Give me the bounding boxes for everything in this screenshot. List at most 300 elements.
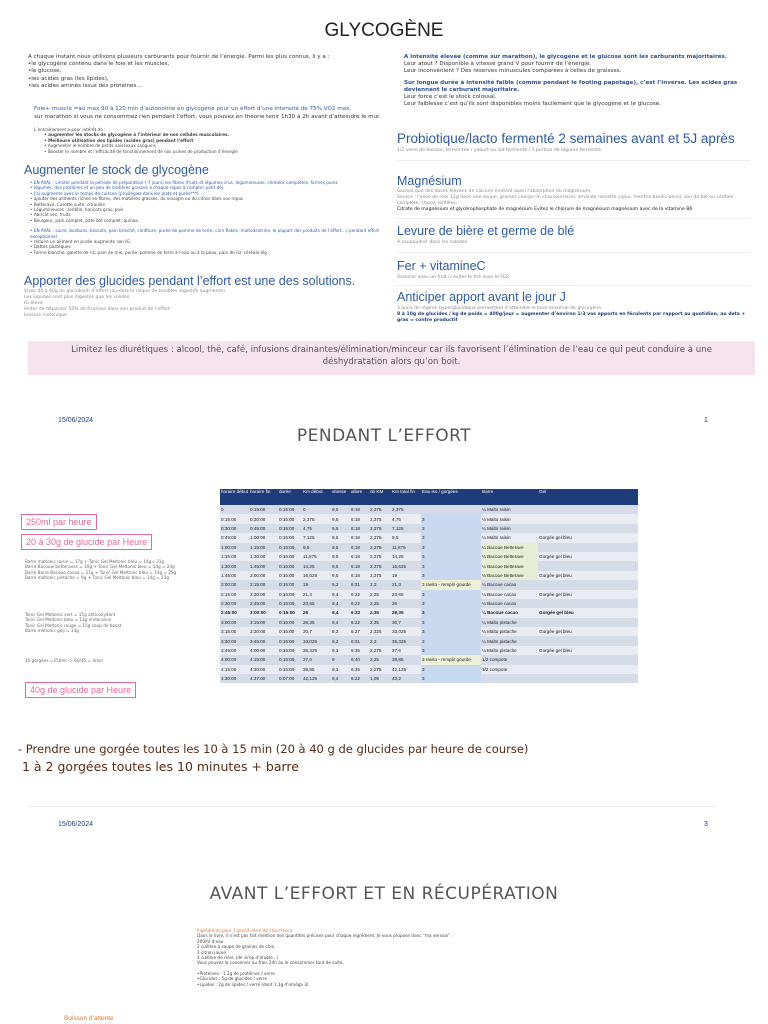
recipe-line: 2 cuillère à soupe de graines de chia — [197, 944, 275, 950]
divider — [28, 806, 716, 807]
table-cell: Gorgée gel bleu — [538, 590, 638, 599]
table-cell: 0:15:00 — [278, 533, 302, 542]
table-row — [220, 674, 638, 683]
table-cell: 6:22 — [350, 599, 369, 608]
table-cell: 6:40 — [350, 655, 369, 664]
table-cell: 2:15:00 — [249, 580, 278, 589]
table-cell: Gorgée gel bleu — [538, 571, 638, 580]
list-item: • J'ai augmente avec le temps de cuisson (privilégiez dans les plats et purée***) — [30, 190, 199, 196]
table-cell: 1:30:00 — [249, 552, 278, 561]
table-cell: ¼ Bacoue Betterave — [481, 561, 538, 570]
augmenter-list — [30, 180, 385, 255]
section-heading-apporter: Apporter des glucides pendant l’effort est une des solutions. — [24, 274, 356, 288]
table-cell: 0:15:00 — [278, 561, 302, 570]
list-item: boisson isotonique — [24, 313, 67, 318]
column-header: nb KM — [369, 489, 391, 505]
table-cell: 0:15:00 — [278, 505, 302, 514]
column-header: Barre — [481, 489, 538, 505]
table-cell: 3 — [421, 533, 481, 542]
divider — [395, 218, 750, 219]
table-cell: 3 — [421, 514, 481, 523]
table-cell: 0:15:00 — [249, 505, 278, 514]
table-cell: 3:45:00 — [220, 646, 249, 655]
table-cell: 30,7 — [391, 618, 421, 627]
table-cell: 33,025 — [302, 636, 331, 645]
table-cell — [538, 618, 638, 627]
column-header: Km total fin — [391, 489, 421, 505]
list-item: • augmenter les stocks de glycogène à l’intérieur de nos cellules musculaires. — [44, 132, 230, 138]
table-cell: 0:15:00 — [278, 580, 302, 589]
table-cell: 28,35 — [302, 618, 331, 627]
table-cell — [538, 674, 638, 683]
recipe-line: Dans le livre, il n’est pas fait mention des quantités précises pour chaque ingrédient. Je vous propose donc “ma version” : — [197, 933, 453, 939]
table-row — [220, 571, 638, 580]
table-cell: 1:15:00 — [220, 552, 249, 561]
table-cell: 0:15:00 — [278, 655, 302, 664]
table-row — [220, 505, 638, 514]
table-cell: 39,85 — [391, 655, 421, 664]
table-cell: ¼ Bacoue cacao — [481, 608, 538, 617]
nutrition-line: •Glucides : 5g de glucides / verre — [197, 976, 268, 982]
table-cell: 9,5 — [331, 533, 350, 542]
table-cell: 6:18 — [350, 552, 369, 561]
table-cell: 6:18 — [350, 533, 369, 542]
footer-date: 15/06/2024 — [58, 417, 94, 424]
advice-bullet: - Prendre une gorgée toutes les 10 à 15 min (20 à 40 g de glucides par heure de course) — [18, 742, 529, 756]
list-item: • Dattes pastèques — [30, 244, 71, 250]
table-row — [220, 599, 638, 608]
table-cell: 2,375 — [302, 514, 331, 523]
table-cell: 1:00:00 — [220, 543, 249, 552]
section-heading-probiotique: Probiotique/lacto fermenté 2 semaines avant et 5J après — [397, 131, 735, 146]
table-cell: 33,025 — [391, 627, 421, 636]
table-cell: 0:15:00 — [278, 552, 302, 561]
table-cell: 19 — [302, 580, 331, 589]
table-cell: 0 — [302, 505, 331, 514]
page-number: 1 — [704, 417, 708, 424]
table-cell: 3 — [421, 571, 481, 580]
table-cell: 3 — [421, 665, 481, 674]
table-cell: 2,275 — [369, 665, 391, 674]
table-cell: ¼ Malto pistache — [481, 636, 538, 645]
table-row — [220, 580, 638, 589]
table-cell: 9,5 — [331, 571, 350, 580]
table-cell: 1:00:00 — [249, 533, 278, 542]
table-cell: 35,325 — [302, 646, 331, 655]
fuel-comparison — [404, 54, 749, 108]
table-cell: 6:18 — [350, 571, 369, 580]
table-cell: 2,35 — [369, 590, 391, 599]
table-cell: ¼ Bacoue Betterave — [481, 571, 538, 580]
table-cell: 9,2 — [331, 636, 350, 645]
table-cell: 2,25 — [369, 655, 391, 664]
table-cell: 0:15:00 — [278, 636, 302, 645]
table-cell: 3 — [421, 561, 481, 570]
table-row — [220, 590, 638, 599]
table-cell: 4:00:00 — [220, 655, 249, 664]
table-cell: 3 — [421, 608, 481, 617]
list-item: éviter de dépasser 50% de fructose dans son produit de l’effort — [24, 307, 170, 312]
table-cell — [538, 655, 638, 664]
table-cell: 9,1 — [331, 665, 350, 674]
table-row — [220, 636, 638, 645]
page-title: AVANT L’EFFORT ET EN RÉCUPÉRATION — [209, 884, 559, 904]
table-cell: 16,625 — [391, 561, 421, 570]
page-title: GLYCOGÈNE — [324, 20, 444, 41]
table-cell: 6:18 — [350, 514, 369, 523]
anticiper-line: 8 à 10g de glucides / kg de poids = 400g/jour = augmenter d’environ 1/3 vos apports en féculents par rapport au quotidien, au deta + gras = contre productif — [397, 312, 746, 323]
table-cell: 0:15:00 — [278, 665, 302, 674]
table-cell: 2,3 — [369, 580, 391, 589]
column-header: horaire fin — [249, 489, 278, 505]
nutrition-line: •Protéines : 1.2g de protéines / verre — [197, 970, 275, 976]
list-item: • Farine blanche, galette de riz, pain de mie, purée, pomme de terre à l’eau ou à la peau, pain de riz, céréale élg — [30, 249, 267, 255]
table-cell: 2,375 — [369, 561, 391, 570]
table-cell: 19 — [391, 571, 421, 580]
table-cell: 0 — [220, 505, 249, 514]
table-cell: ¼ Bacoue cacao — [481, 590, 538, 599]
table-cell — [538, 561, 638, 570]
table-cell: 2,3 — [369, 636, 391, 645]
column-header: allure — [350, 489, 369, 505]
table-cell: 6:27 — [350, 627, 369, 636]
nutrition-line: •Lipides : 2g de lipides / verre (dont 1,1g d’oméga 3) — [197, 981, 309, 987]
list-item: • EN AVAL : sucre, bonbons, biscuits, pain brioché, confiture, purée de pomme de terre, corn flakes, maltodextrine, le plupart des produits de l’effort…) pendant effort exceptionnel — [30, 228, 380, 239]
list-item: IG élevé — [24, 301, 43, 306]
table-cell: 3:30:00 — [220, 636, 249, 645]
levure-sub: A saupoudrer dans les salades — [397, 240, 468, 245]
table-cell: 2,375 — [369, 571, 391, 580]
table-cell: 9,5 — [391, 533, 421, 542]
table-cell: 2:30:00 — [220, 599, 249, 608]
table-cell: 0:15:00 — [278, 618, 302, 627]
table-cell: 4,75 — [302, 524, 331, 533]
table-cell: 11,875 — [302, 552, 331, 561]
table-cell: 1/2 compote — [481, 655, 538, 664]
column-header: horaire début — [220, 489, 249, 505]
table-cell: 2,375 — [369, 552, 391, 561]
table-cell: 3 — [421, 627, 481, 636]
section-heading-anticiper: Anticiper apport avant le jour J — [397, 290, 566, 304]
table-cell — [538, 580, 638, 589]
table-cell: 6:18 — [350, 561, 369, 570]
table-cell: 3:15:00 — [220, 627, 249, 636]
table-cell: 9,5 — [331, 514, 350, 523]
table-row — [220, 561, 638, 570]
advice-line: 1 à 2 gorgées toutes les 10 minutes + barre — [22, 759, 299, 774]
recipe-line: 1 citron jaune — [197, 949, 226, 955]
table-cell: Gorgée gel bleu — [538, 552, 638, 561]
list-item: • légumes, des protéines et un peu de matières grasses à chaque repas à compter petit déj — [30, 185, 223, 191]
table-cell: 3 — [421, 590, 481, 599]
table-cell: 11,875 — [391, 543, 421, 552]
recipe-line: 200ml d’eau — [197, 938, 224, 944]
table-cell: 0:15:00 — [278, 646, 302, 655]
table-cell: ¼ Bacoue Betterave — [481, 552, 538, 561]
table-cell: 2,375 — [369, 524, 391, 533]
table-cell: 6:31 — [350, 636, 369, 645]
table-cell: 3 — [421, 524, 481, 533]
table-cell: Gorgée gel bleu — [538, 646, 638, 655]
table-cell — [538, 543, 638, 552]
table-cell: 2:00:00 — [220, 580, 249, 589]
table-cell: 42,125 — [391, 665, 421, 674]
anticiper-line: 3 jours de régime hyperglucidique permettent d’atteindre le taux maximal de glycogène. — [397, 306, 603, 311]
section-heading-magnesium: Magnésium — [397, 174, 462, 188]
boisson-heading: Boisson d'attente — [64, 1015, 114, 1022]
table-cell: 23,65 — [391, 590, 421, 599]
list-item: • Abricot sec, fruits — [30, 212, 71, 218]
hydration-box: 250ml par heure — [21, 514, 97, 530]
fuel-line: Leur inconvénient ? Des réserves minuscules comparées à celles de graisses. — [404, 68, 622, 75]
column-header: Km début — [302, 489, 331, 505]
note-line: Tonic Gel Meltonic vert = 15g anticoxydant — [25, 612, 116, 617]
table-cell: 3 — [421, 552, 481, 561]
anticiper-text — [397, 306, 752, 324]
list-item: • Boulgour, pain complet, pâte blé complet, quinoa, — [30, 217, 140, 223]
gel-notes — [25, 612, 215, 634]
table-header-row — [220, 489, 638, 505]
table-cell: 3 — [421, 599, 481, 608]
table-row — [220, 618, 638, 627]
table-cell: ¼ Malto pistache — [481, 618, 538, 627]
table-cell — [538, 524, 638, 533]
table-cell: 3:45:00 — [249, 636, 278, 645]
list-item: • EN AVAL : Limiter pendant la période de préparation (-7 jours) les fibres (fruits et légumes crus, légumineuses, céréales complètes, farines pures — [30, 180, 338, 185]
table-cell: ¼ Bacoue Betterave — [481, 543, 538, 552]
table-cell: ¼ Malto pistache — [481, 627, 538, 636]
divider — [395, 252, 750, 253]
table-cell: 26 — [302, 608, 331, 617]
fuel-line: Leur force c’est le stock colossal. — [404, 94, 497, 101]
table-cell: 2:30:00 — [249, 590, 278, 599]
table-cell: 9,4 — [331, 618, 350, 627]
table-cell: 3 — [421, 674, 481, 683]
table-cell: 9,5 — [331, 524, 350, 533]
table-cell: 37,6 — [391, 646, 421, 655]
column-header: Gel — [538, 489, 638, 505]
divider — [395, 285, 750, 286]
table-cell: 4:30:00 — [249, 665, 278, 674]
table-cell — [538, 505, 638, 514]
table-cell: 9,5 — [331, 552, 350, 561]
table-cell: 0:15:00 — [278, 608, 302, 617]
table-row — [220, 514, 638, 523]
table-cell: 3 ravito - remplir gourde — [421, 655, 481, 664]
table-row — [220, 552, 638, 561]
note-line: Tonic Gel Meltonic bleu = 14g endurance — [25, 617, 112, 623]
table-row — [220, 646, 638, 655]
section-heading-fer: Fer + vitamineC — [397, 259, 486, 273]
table-cell: 43,2 — [391, 674, 421, 683]
table-cell: ¼ Malto raisin — [481, 533, 538, 542]
table-cell: 2,275 — [369, 646, 391, 655]
table-cell: 0:15:00 — [278, 599, 302, 608]
intro-line: •le glycogène contenu dans le foie et les muscles, — [28, 61, 170, 68]
table-cell: 9,5 — [302, 543, 331, 552]
recipe-line: Vous pouvez le conserver au frais 24h ou le consommer tout de suite. — [197, 960, 344, 966]
table-cell: 2,35 — [369, 618, 391, 627]
table-cell: 4:15:00 — [249, 655, 278, 664]
table-cell: 6:22 — [350, 590, 369, 599]
note-line: Tonic Gel Meltonic rouge = 15g coup de boost — [25, 622, 122, 628]
table-cell: 3:30:00 — [249, 627, 278, 636]
table-cell: 6:18 — [350, 524, 369, 533]
probiotique-sub: 1/2 verre de boisson fermentée / yaourt ou lait fermenté / 1 portion de légume fermenté — [397, 148, 601, 153]
table-cell: 37,6 — [302, 655, 331, 664]
column-header: Eau iso / gorgées — [421, 489, 481, 505]
table-cell: 7,125 — [302, 533, 331, 542]
schedule-table — [220, 489, 638, 683]
table-row — [220, 533, 638, 542]
note-line: Barre Bacouw betteraves = 10g + Tonic Gel Meltonic bleu = 14g = 24g — [25, 564, 175, 570]
table-cell: 0:07:00 — [278, 674, 302, 683]
glucide-hour-box: 40g de glucide par Heure — [25, 682, 136, 698]
table-cell: 2,35 — [369, 608, 391, 617]
table-cell: 9,3 — [331, 627, 350, 636]
table-cell: 6:22 — [350, 608, 369, 617]
apporter-list — [24, 289, 364, 319]
table-cell: 9,2 — [331, 580, 350, 589]
table-cell: 4:30:00 — [220, 674, 249, 683]
list-item: • Betterave, Carotte cuite, citrouille — [30, 201, 106, 207]
table-cell: 42,125 — [302, 674, 331, 683]
intro-block — [28, 54, 383, 90]
table-cell: 6:35 — [350, 646, 369, 655]
table-cell: 26 — [391, 599, 421, 608]
table-cell: 2,375 — [369, 505, 391, 514]
list-item: • ajouter des aliments riches en fibres, des matières grasses, du vinaigre ou du citron dans vos repas — [30, 196, 244, 202]
table-row — [220, 524, 638, 533]
note-line: Barre Barre Bacoue cacao = 11g + Tonic Gel Meltonic bleu = 14g = 25g — [25, 569, 177, 575]
divider — [395, 160, 750, 161]
training-intro: L’entraînement a pour intérêt de : — [34, 127, 106, 132]
table-cell: 28,35 — [391, 608, 421, 617]
note-line: Barre meltonic goji = 14g — [25, 628, 79, 634]
table-cell: 0:15:00 — [278, 524, 302, 533]
intro-line: •le glucose, — [28, 68, 62, 75]
table-cell: 3 — [421, 646, 481, 655]
table-cell: 30,7 — [302, 627, 331, 636]
race-schedule-table — [220, 489, 638, 683]
table-cell: 9 — [331, 655, 350, 664]
diuretics-banner: Limitez les diurétiques : alcool, thé, café, infusions drainantes/élimination/minceur car ils favorisent l’élimination de l’eau ce qui peut conduire à une déshydratation alors qu’on boit. — [28, 341, 755, 375]
marathon-note: sur marathon si vous ne consommez rien pendant l’effort, vous pouvez en théorie tenir 1h30 à 2h avant d’atteindre le mur. — [34, 114, 381, 120]
note-line: Barre maltonic raisin = 17g + Tonic Gel Meltonic bleu = 14g= 31g — [25, 559, 165, 564]
table-cell: 0:15:00 — [278, 514, 302, 523]
table-cell: ¼ Malto raisin — [481, 514, 538, 523]
table-cell: 39,85 — [302, 665, 331, 674]
table-cell: 3 — [421, 636, 481, 645]
table-cell: 9,5 — [331, 561, 350, 570]
table-cell: ¼ Malto raisin — [481, 505, 538, 514]
table-cell — [538, 514, 638, 523]
fuel-line: Leur faiblesse c’est qu’ils sont disponibles moins facilement que le glycogène et le glucose. — [404, 101, 661, 108]
table-cell: Gorgée gel bleu — [538, 627, 638, 636]
table-cell: 1:30:00 — [220, 561, 249, 570]
fer-sub: Associer avec un fruit (/ éviter le thé avec le FER — [397, 275, 510, 280]
table-cell: 14,25 — [302, 561, 331, 570]
table-cell — [421, 505, 481, 514]
fuel-line: Leur atout ? Disponible à vitesse grand V pour fournir de l’énergie. — [404, 61, 592, 68]
table-cell: 1:45:00 — [249, 561, 278, 570]
table-cell: 0:45:00 — [249, 524, 278, 533]
table-cell: 3 — [421, 543, 481, 552]
table-cell — [538, 665, 638, 674]
intro-line: •les acides aminés issus des protéines… — [28, 82, 142, 89]
table-cell: 0:15:00 — [278, 543, 302, 552]
table-cell: 2:15:00 — [220, 590, 249, 599]
table-cell: 3 — [421, 618, 481, 627]
table-cell: 3 ravito - remplir gourde — [421, 580, 481, 589]
fuel-line: A intensité élevée (comme sur marathon), le glycogène et le glucose sont les carburants majoritaires. — [404, 54, 727, 60]
section-heading-augmenter: Augmenter le stock de glycogène — [24, 163, 209, 177]
recipe-block — [197, 928, 527, 987]
table-row — [220, 608, 638, 617]
table-cell: 6:18 — [350, 505, 369, 514]
table-cell: 0:45:00 — [220, 533, 249, 542]
table-cell: 4,75 — [391, 514, 421, 523]
table-cell: 2:45:00 — [249, 599, 278, 608]
magnesium-text — [397, 189, 752, 213]
table-cell: 9,4 — [331, 599, 350, 608]
table-cell: 2:45:00 — [220, 608, 249, 617]
bar-gel-notes — [25, 559, 215, 581]
table-cell — [538, 599, 638, 608]
table-row — [220, 655, 638, 664]
table-cell: 6:35 — [350, 665, 369, 674]
table-cell: ¼ Bacoue cacao — [481, 580, 538, 589]
table-cell: 1:45:00 — [220, 571, 249, 580]
table-cell: 1:15:00 — [249, 543, 278, 552]
magnesium-line: Sachez que des doses élevées de calcium limitent aussi l'absorption du magnésium. — [397, 189, 592, 194]
table-cell: 0:15:00 — [278, 590, 302, 599]
glucide-box: 20 à 30g de glucide par Heure — [21, 534, 152, 550]
table-cell: 14,25 — [391, 552, 421, 561]
column-header: vitesse — [331, 489, 350, 505]
table-cell: 0:15:00 — [220, 514, 249, 523]
page-title: PENDANT L’EFFORT — [296, 426, 472, 446]
table-cell: 3:00:00 — [249, 608, 278, 617]
table-cell: 3:15:00 — [249, 618, 278, 627]
table-cell: 16,625 — [302, 571, 331, 580]
table-cell: 2,375 — [369, 514, 391, 523]
recipe-line: 1 cuillère de miel, (de sirop d’érable…) — [197, 955, 279, 961]
autonomy-note: Foie+ muscle =au max 90 à 120 min d’autonomie en glycogène pour un effort d’une intensité de 75% VO2 max. — [34, 106, 352, 112]
table-cell: 21,3 — [391, 580, 421, 589]
table-cell: 4:37:00 — [249, 674, 278, 683]
table-cell: 6:22 — [350, 618, 369, 627]
table-cell: 9,5 — [331, 543, 350, 552]
table-cell: 21,3 — [302, 590, 331, 599]
section-heading-levure: Levure de bière et germe de blé — [397, 224, 575, 238]
intro-line: A chaque instant nous utilisons plusieurs carburants pour fournir de l’énergie. Parmi les plus connus, il y a : — [28, 54, 330, 60]
note-line: Barre maltonic pistache = 9g + Tonic Gel Meltonic bleu = 14g = 23g — [25, 575, 170, 581]
table-cell: 3:00:00 — [220, 618, 249, 627]
table-cell: Gorgée gel bleu — [538, 533, 638, 542]
table-cell: 9,4 — [331, 674, 350, 683]
page-number: 3 — [704, 821, 708, 828]
table-cell: 9,5 — [331, 505, 350, 514]
table-cell: 2,325 — [369, 627, 391, 636]
footer-date: 15/06/2024 — [58, 821, 94, 828]
table-cell: 6:18 — [350, 543, 369, 552]
table-cell: 2,375 — [369, 543, 391, 552]
table-cell: 4:15:00 — [220, 665, 249, 674]
table-cell: ¼ Bacoue cacao — [481, 599, 538, 608]
table-cell — [538, 636, 638, 645]
table-cell: 6:31 — [350, 580, 369, 589]
